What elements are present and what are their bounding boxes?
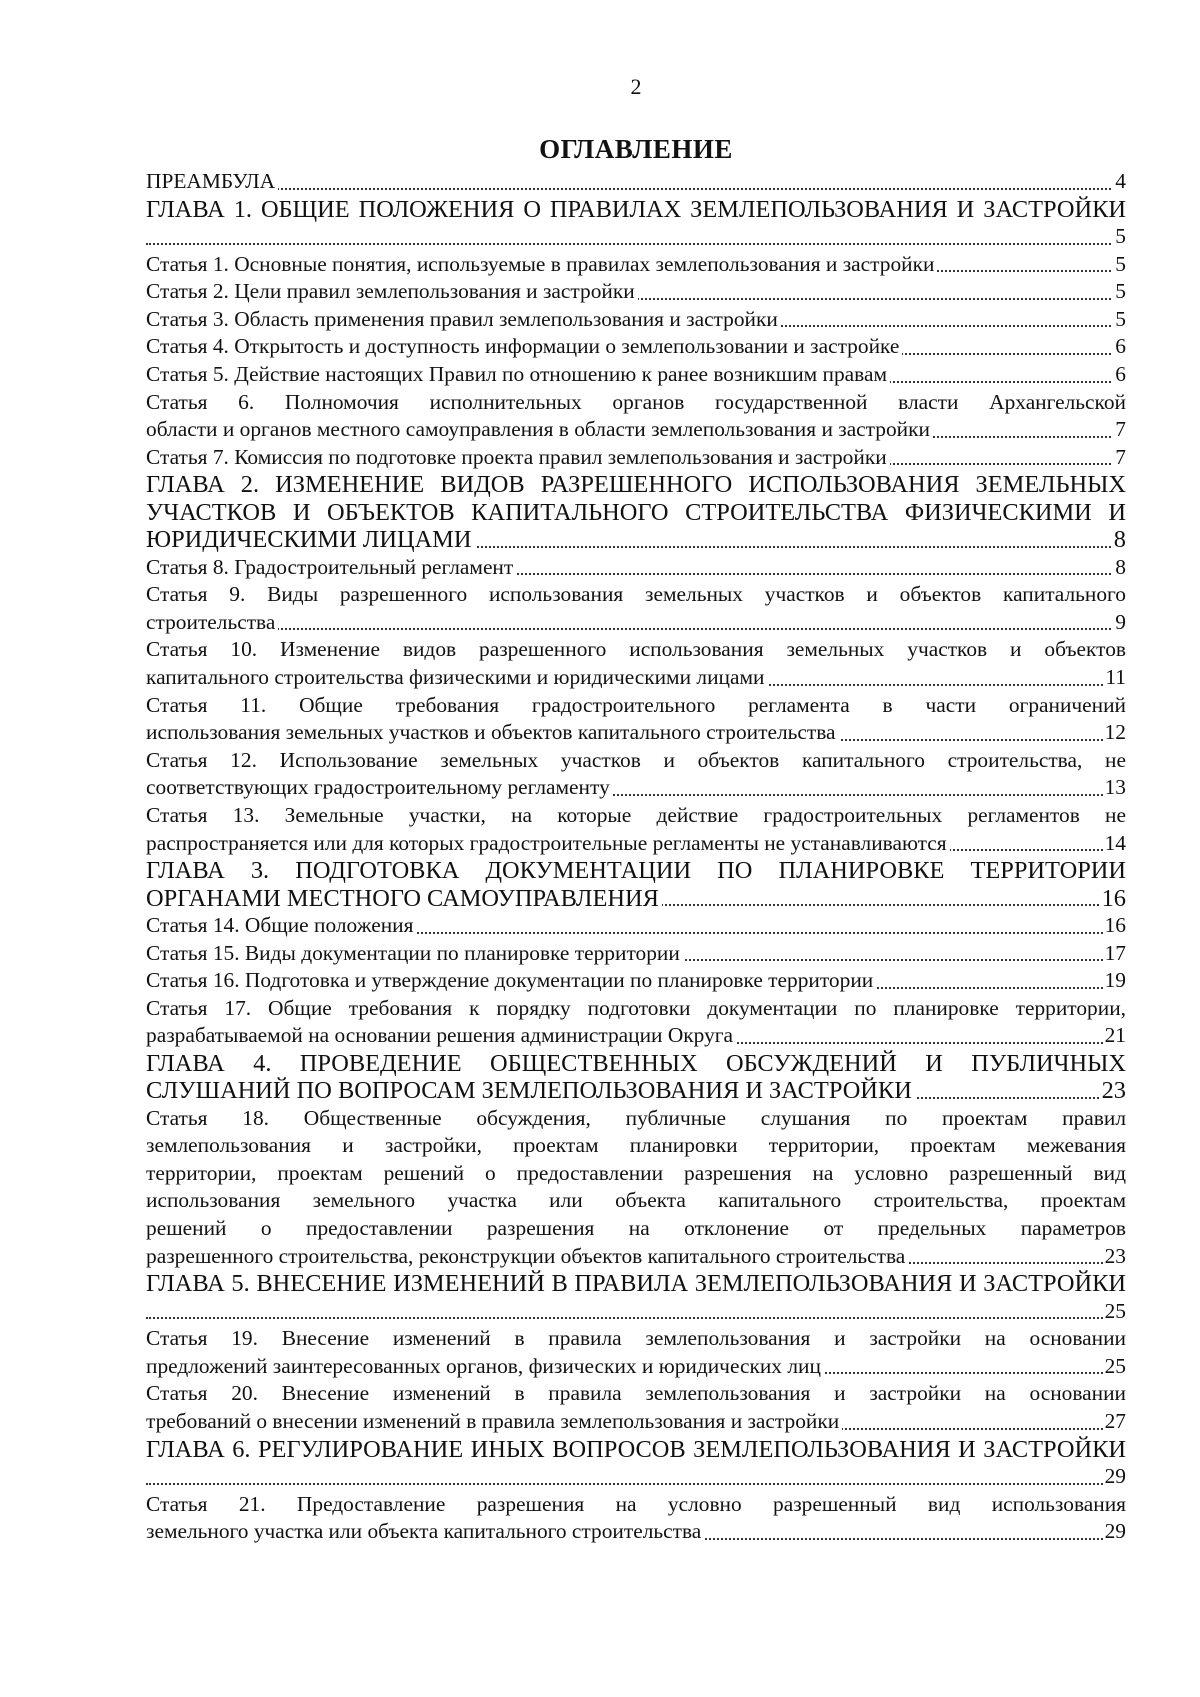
toc-title: ОГЛАВЛЕНИЕ — [539, 134, 733, 164]
toc-page-number: 25 — [1103, 1353, 1126, 1381]
toc-page-number: 5 — [1113, 223, 1126, 251]
toc-entry-leader-line — [146, 1298, 1126, 1326]
toc-entry-line: Статья 10. Изменение видов разрешенного использования земельных участков и объектов — [146, 637, 1126, 662]
toc-page-number: 17 — [1103, 940, 1126, 968]
toc-entry-line: ГЛАВА 3. ПОДГОТОВКА ДОКУМЕНТАЦИИ ПО ПЛАНИРОВКЕ ТЕРРИТОРИИ — [146, 857, 1126, 885]
toc-entry-title: требований о внесении изменений в правила землепользования и застройки — [146, 1409, 842, 1433]
toc-entry-title: Статья 7. Комиссия по подготовке проекта правил землепользования и застройки — [146, 445, 890, 469]
toc-entry-leader-line — [146, 967, 1126, 995]
toc-entry-leader-line — [146, 940, 1126, 968]
toc-entry[interactable] — [146, 333, 1126, 361]
toc-entry-title: ОРГАНАМИ МЕСТНОГО САМОУПРАВЛЕНИЯ — [146, 885, 662, 912]
toc-entry-leader-line — [146, 1243, 1126, 1271]
toc-entry-line: Статья 13. Земельные участки, на которые действие градостроительных регламентов не — [146, 802, 1126, 827]
toc-entry-title: капитального строительства физическими и юридическими лицами — [146, 665, 767, 689]
toc-entry-line: территории, проектам решений о предоставлении разрешения на условно разрешенный вид — [146, 1160, 1126, 1185]
toc-entry[interactable] — [146, 857, 1126, 912]
toc-page-number: 11 — [1103, 664, 1126, 692]
toc-entry-line: Статья 20. Внесение изменений в правила землепользования и застройки на основании — [146, 1381, 1126, 1406]
toc-entry-line: Статья 6. Полномочия исполнительных органов государственной власти Архангельской — [146, 389, 1126, 414]
toc-page-number: 29 — [1103, 1518, 1126, 1546]
toc-entry-line: ГЛАВА 5. ВНЕСЕНИЕ ИЗМЕНЕНИЙ В ПРАВИЛА ЗЕМЛЕПОЛЬЗОВАНИЯ И ЗАСТРОЙКИ — [146, 1270, 1126, 1298]
toc-entry-line: Статья 18. Общественные обсуждения, публичные слушания по проектам правил — [146, 1105, 1126, 1130]
toc-entry-leader-line — [146, 223, 1126, 251]
page-number: 2 — [630, 74, 642, 99]
toc-page-number: 4 — [1113, 168, 1126, 196]
toc-entry-line: землепользования и застройки, проектам планировки территории, проектам межевания — [146, 1133, 1126, 1158]
toc-entry[interactable] — [146, 554, 1126, 582]
toc-entry-title: Статья 3. Область применения правил землепользования и застройки — [146, 307, 781, 331]
toc-entry-leader-line — [146, 251, 1126, 279]
toc-page-number: 8 — [1113, 554, 1126, 582]
toc-entry[interactable] — [146, 636, 1126, 691]
toc-entry[interactable] — [146, 251, 1126, 279]
toc-entry-title: Статья 4. Открытость и доступность информации о землепользовании и застройке — [146, 334, 902, 358]
toc-entry-title: Статья 8. Градостроительный регламент — [146, 555, 516, 579]
toc-entry-title: Статья 15. Виды документации по планировке территории — [146, 941, 683, 965]
toc-entry-title: распространяется или для которых градостроительные регламенты не устанавливаются — [146, 831, 950, 855]
toc-entry[interactable] — [146, 444, 1126, 472]
toc-entry-leader-line — [146, 1408, 1126, 1436]
toc-entry-leader-line — [146, 168, 1126, 196]
toc-entry-title: Статья 16. Подготовка и утверждение документации по планировке территории — [146, 968, 876, 992]
toc-entry-title: ПРЕАМБУЛА — [146, 169, 278, 193]
toc-entry[interactable] — [146, 995, 1126, 1050]
toc-page-number: 27 — [1103, 1408, 1126, 1436]
toc-entry-title: разрабатываемой на основании решения администрации Округа — [146, 1023, 736, 1047]
toc-page-number: 12 — [1103, 719, 1126, 747]
toc-entry-title: предложений заинтересованных органов, физических и юридических лиц — [146, 1354, 824, 1378]
toc-entry-leader-line — [146, 912, 1126, 940]
toc-entry-line: Статья 17. Общие требования к порядку подготовки документации по планировке территории, — [146, 995, 1126, 1020]
toc-page-number: 16 — [1101, 884, 1126, 912]
dot-leader — [146, 1483, 1126, 1485]
toc-entry-title: разрешенного строительства, реконструкции объектов капитального строительства — [146, 1244, 908, 1268]
toc-entry[interactable] — [146, 1436, 1126, 1491]
toc-entry-leader-line — [146, 333, 1126, 361]
toc-entry-leader-line — [146, 609, 1126, 637]
toc-entry-line: ГЛАВА 6. РЕГУЛИРОВАНИЕ ИНЫХ ВОПРОСОВ ЗЕМЛЕПОЛЬЗОВАНИЯ И ЗАСТРОЙКИ — [146, 1435, 1126, 1463]
toc-entry[interactable] — [146, 940, 1126, 968]
toc-entry-leader-line — [146, 278, 1126, 306]
toc-entry-line: Статья 12. Использование земельных участков и объектов капитального строительства, не — [146, 747, 1126, 772]
toc-entry-line: Статья 9. Виды разрешенного использования земельных участков и объектов капитального — [146, 582, 1126, 607]
toc-entry-leader-line — [146, 526, 1126, 553]
toc-entry-line: Статья 19. Внесение изменений в правила землепользования и застройки на основании — [146, 1326, 1126, 1351]
toc-entry-line: ГЛАВА 4. ПРОВЕДЕНИЕ ОБЩЕСТВЕННЫХ ОБСУЖДЕНИЙ И ПУБЛИЧНЫХ — [146, 1049, 1126, 1077]
toc-entry-leader-line — [146, 554, 1126, 582]
toc-entry-leader-line — [146, 774, 1126, 802]
toc-page-number: 5 — [1113, 278, 1126, 306]
toc-entry-title: Статья 2. Цели правил землепользования и застройки — [146, 279, 638, 303]
toc-entry-leader-line — [146, 416, 1126, 444]
toc-entry[interactable] — [146, 747, 1126, 802]
toc-entry-leader-line — [146, 306, 1126, 334]
toc-entry-title: Статья 5. Действие настоящих Правил по отношению к ранее возникшим правам — [146, 362, 890, 386]
toc-page-number: 14 — [1103, 830, 1126, 858]
toc-entry[interactable] — [146, 168, 1126, 196]
toc-entry[interactable] — [146, 802, 1126, 857]
toc-entry-line: использования земельного участка или объекта капитального строительства, проектам — [146, 1188, 1126, 1213]
toc-entry-title: Статья 1. Основные понятия, используемые в правилах землепользования и застройки — [146, 252, 937, 276]
toc-entry-leader-line — [146, 885, 1126, 912]
toc-entry[interactable] — [146, 1050, 1126, 1105]
toc-entry-leader-line — [146, 361, 1126, 389]
toc-entry-title: использования земельных участков и объектов капитального строительства — [146, 720, 839, 744]
toc-page-number: 21 — [1103, 1022, 1126, 1050]
toc-page-number: 6 — [1113, 361, 1126, 389]
dot-leader — [146, 1317, 1126, 1319]
toc-entry-line: ГЛАВА 1. ОБЩИЕ ПОЛОЖЕНИЯ О ПРАВИЛАХ ЗЕМЛЕПОЛЬЗОВАНИЯ И ЗАСТРОЙКИ — [146, 195, 1126, 223]
toc-entry-line: решений о предоставлении разрешения на отклонение от предельных параметров — [146, 1216, 1126, 1241]
toc-entry[interactable] — [146, 692, 1126, 747]
toc-page-number: 29 — [1103, 1463, 1126, 1491]
toc-entry-line: Статья 21. Предоставление разрешения на условно разрешенный вид использования — [146, 1491, 1126, 1516]
toc-entry[interactable] — [146, 1380, 1126, 1435]
toc-entry[interactable] — [146, 471, 1126, 553]
toc-entry-title: Статья 14. Общие положения — [146, 913, 416, 937]
toc-entry[interactable] — [146, 1325, 1126, 1380]
toc-entry-line: ГЛАВА 2. ИЗМЕНЕНИЕ ВИДОВ РАЗРЕШЕННОГО ИСПОЛЬЗОВАНИЯ ЗЕМЕЛЬНЫХ — [146, 471, 1126, 499]
toc-page-number: 7 — [1113, 416, 1126, 444]
toc-entry-title: земельного участка или объекта капитального строительства — [146, 1519, 704, 1543]
toc-entry-leader-line — [146, 1518, 1126, 1546]
toc-entry[interactable] — [146, 389, 1126, 444]
toc-entry[interactable] — [146, 1491, 1126, 1546]
toc-entry-leader-line — [146, 1463, 1126, 1491]
toc-page-number: 25 — [1103, 1298, 1126, 1326]
toc-entry-leader-line — [146, 830, 1126, 858]
toc-entry[interactable] — [146, 278, 1126, 306]
toc-entry[interactable] — [146, 306, 1126, 334]
toc-entry[interactable] — [146, 1105, 1126, 1271]
toc-entry[interactable] — [146, 912, 1126, 940]
toc-entry-leader-line — [146, 1353, 1126, 1381]
toc-page-number: 23 — [1103, 1243, 1126, 1271]
dot-leader — [146, 188, 1126, 190]
toc-page-number: 19 — [1103, 967, 1126, 995]
toc-entry-title: области и органов местного самоуправления в области землепользования и застройки — [146, 417, 933, 441]
dot-leader — [146, 628, 1126, 630]
toc-entry-leader-line — [146, 719, 1126, 747]
toc-entry[interactable] — [146, 581, 1126, 636]
toc-entry-leader-line — [146, 664, 1126, 692]
toc-entry-title: строительства — [146, 610, 278, 634]
toc-entry[interactable] — [146, 196, 1126, 251]
toc-entry[interactable] — [146, 967, 1126, 995]
toc-page-number: 5 — [1113, 306, 1126, 334]
toc-entry-leader-line — [146, 444, 1126, 472]
toc-page-number: 9 — [1113, 609, 1126, 637]
toc-page-number: 23 — [1101, 1077, 1126, 1105]
toc-entry-title: СЛУШАНИЙ ПО ВОПРОСАМ ЗЕМЛЕПОЛЬЗОВАНИЯ И ЗАСТРОЙКИ — [146, 1077, 915, 1104]
toc-entry-title: ЮРИДИЧЕСКИМИ ЛИЦАМИ — [146, 526, 475, 553]
toc-entry-title: соответствующих градостроительному регламенту — [146, 775, 613, 799]
toc-page-number: 16 — [1103, 912, 1126, 940]
toc-page-number: 8 — [1113, 526, 1126, 554]
toc-entry-leader-line — [146, 1077, 1126, 1104]
toc-entry-line: Статья 11. Общие требования градостроительного регламента в части ограничений — [146, 692, 1126, 717]
toc-entry[interactable] — [146, 361, 1126, 389]
toc-page-number: 5 — [1113, 251, 1126, 279]
toc-page-number: 6 — [1113, 333, 1126, 361]
toc-page-number: 13 — [1103, 774, 1126, 802]
dot-leader — [146, 243, 1126, 245]
toc-entry[interactable] — [146, 1270, 1126, 1325]
toc-entry-line: УЧАСТКОВ И ОБЪЕКТОВ КАПИТАЛЬНОГО СТРОИТЕЛЬСТВА ФИЗИЧЕСКИМИ И — [146, 498, 1126, 526]
toc-entry-leader-line — [146, 1022, 1126, 1050]
table-of-contents — [146, 168, 1126, 1546]
toc-page-number: 7 — [1113, 444, 1126, 472]
